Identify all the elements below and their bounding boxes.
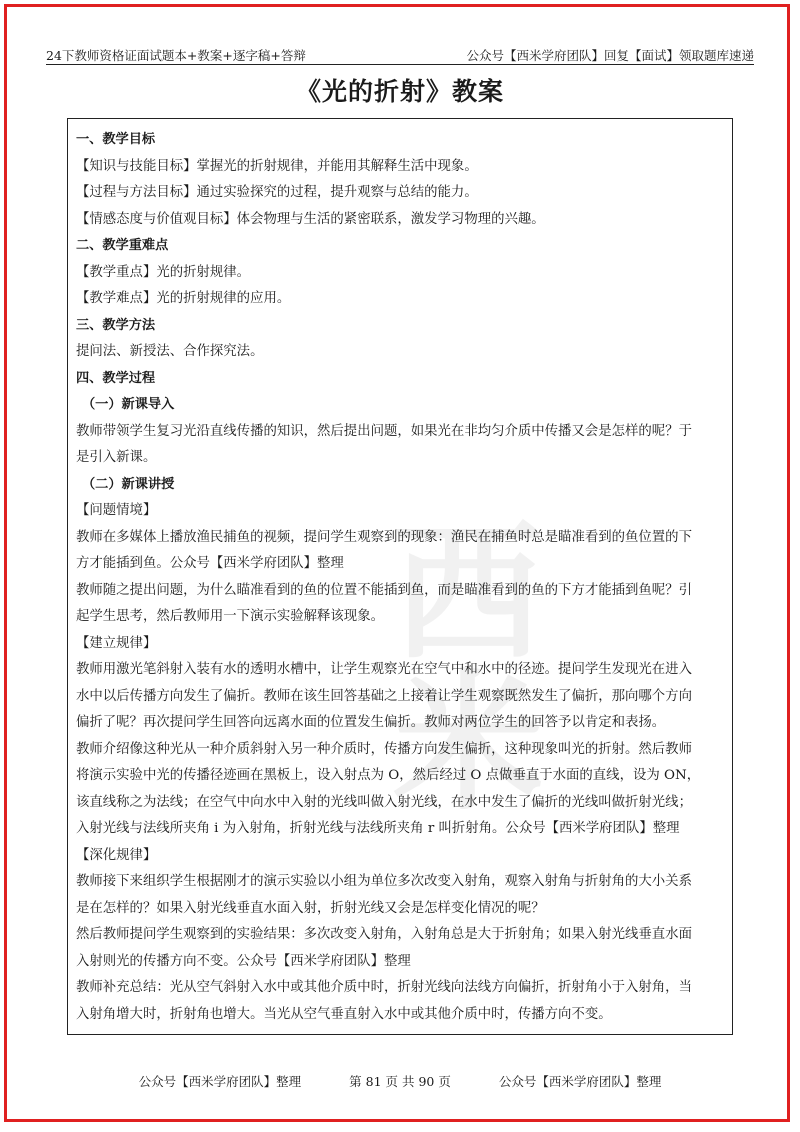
text-line: 【过程与方法目标】通过实验探究的过程，提升观察与总结的能力。	[76, 185, 478, 200]
text-line: 教师介绍像这种光从一种介质斜射入另一种介质时，传播方向发生偏折，这种现象叫光的折射。然后教师	[76, 741, 692, 757]
text-line: 【问题情境】	[76, 503, 157, 518]
text-line: 是在怎样的？如果入射光线垂直水面入射，折射光线又会是怎样变化情况的呢？	[76, 900, 545, 916]
text-line: 【知识与技能目标】掌握光的折射规律，并能用其解释生活中现象。	[76, 158, 478, 174]
text-line: 将演示实验中光的传播径迹画在黑板上，设入射点为 O，然后经过 O 点做垂直于水面的直线，设为 ON，	[76, 768, 701, 783]
text-line: 起学生思考，然后教师用一下演示实验解释该现象。	[76, 609, 384, 624]
text-line: 教师带领学生复习光沿直线传播的知识，然后提出问题，如果光在非均匀介质中传播又会是怎样的呢？于	[76, 423, 692, 439]
header-left: 24下教师资格证面试题本+教案+逐字稿+答辩	[46, 48, 306, 63]
text-line: 方才能插到鱼。公众号【西米学府团队】整理	[76, 556, 344, 571]
text-line: 入射光线与法线所夹角 i 为入射角，折射光线与法线所夹角 r 叫折射角。公众号【西米学府团队】整理	[76, 821, 680, 836]
section-heading: 二、教学重难点	[76, 238, 169, 253]
text-line: 【教学难点】光的折射规律的应用。	[76, 291, 291, 306]
text-line: 提问法、新授法、合作探究法。	[76, 344, 264, 359]
document-title: 《光的折射》教案	[295, 77, 504, 106]
text-line: 【情感态度与价值观目标】体会物理与生活的紧密联系，激发学习物理的兴趣。	[76, 211, 545, 227]
text-line: 该直线称之为法线；在空气中向水中入射的光线叫做入射光线，在水中发生了偏折的光线叫做折射光线；	[76, 794, 692, 810]
page-footer	[0, 1072, 800, 1090]
text-line: 偏折了呢？再次提问学生回答向远离水面的位置发生偏折。教师对两位学生的回答予以肯定和表扬。	[76, 715, 666, 730]
lesson-plan-content	[76, 127, 724, 1028]
footer-left: 公众号【西米学府团队】整理	[138, 1074, 302, 1089]
section-heading: （一）新课导入	[82, 397, 175, 412]
section-heading: 四、教学过程	[76, 370, 156, 386]
text-line: 教师补充总结：光从空气斜射入水中或其他介质中时，折射光线向法线方向偏折，折射角小于入射角，当	[76, 980, 692, 995]
text-line: 入射角增大时，折射角也增大。当光从空气垂直射入水中或其他介质中时，传播方向不变。	[76, 1006, 612, 1022]
text-line: 是引入新课。	[76, 450, 157, 465]
text-line: 然后教师提问学生观察到的实验结果：多次改变入射角，入射角总是大于折射角；如果入射光线垂直水面	[76, 927, 692, 942]
watermark-logo: 西米	[392, 507, 543, 831]
header-rule	[46, 64, 754, 65]
section-heading: 三、教学方法	[76, 317, 156, 333]
text-line: 水中以后传播方向发生了偏折。教师在该生回答基础之上接着让学生观察既然发生了偏折，那向哪个方向	[76, 688, 692, 704]
text-line: 教师用激光笔斜射入装有水的透明水槽中，让学生观察光在空气中和水中的径迹。提问学生发现光在进入	[76, 662, 692, 677]
page-number: 第 81 页 共 90 页	[349, 1074, 451, 1089]
lesson-plan-box	[67, 118, 733, 1035]
text-line: 【教学重点】光的折射规律。	[76, 264, 251, 280]
page-header	[46, 40, 754, 64]
text-line: 【深化规律】	[76, 847, 157, 863]
header-right: 公众号【西米学府团队】回复【面试】领取题库速递	[466, 48, 754, 63]
text-line: 【建立规律】	[76, 635, 157, 651]
footer-right: 公众号【西米学府团队】整理	[498, 1074, 662, 1089]
text-line: 教师接下来组织学生根据刚才的演示实验以小组为单位多次改变入射角，观察入射角与折射角的大小关系	[76, 874, 692, 889]
text-line: 教师随之提出问题，为什么瞄准看到的鱼的位置不能插到鱼，而是瞄准看到的鱼的下方才能插到鱼呢？引	[76, 582, 692, 598]
text-line: 教师在多媒体上播放渔民捕鱼的视频，提问学生观察到的现象：渔民在捕鱼时总是瞄准看到的鱼位置的下	[76, 529, 692, 545]
section-heading: （二）新课讲授	[82, 476, 175, 492]
section-heading: 一、教学目标	[76, 132, 156, 147]
text-line: 入射则光的传播方向不变。公众号【西米学府团队】整理	[76, 953, 411, 969]
